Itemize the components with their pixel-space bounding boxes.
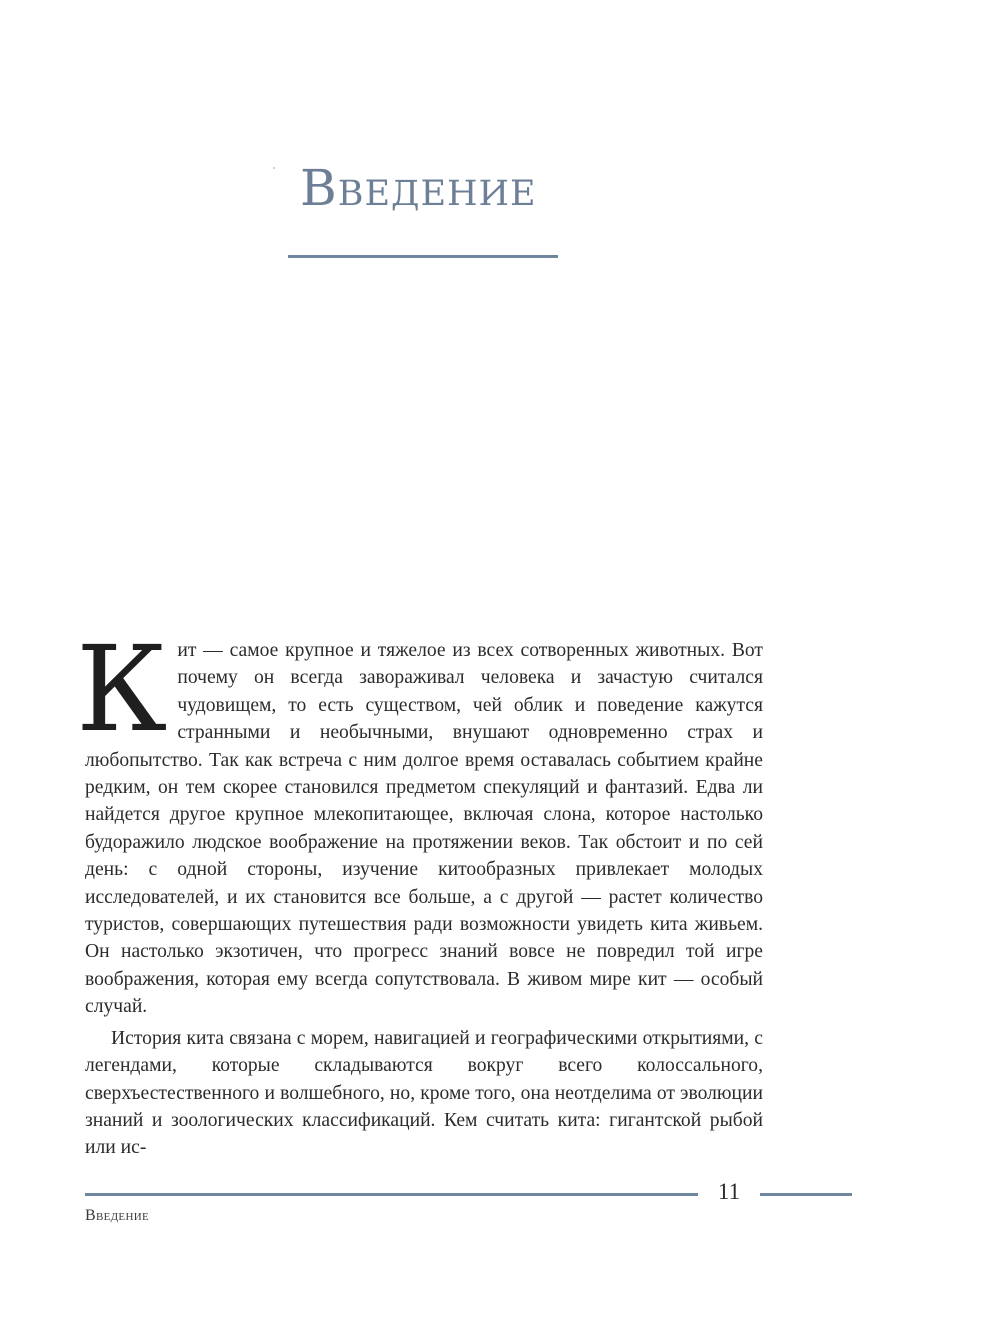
- title-ornament-speck: [273, 167, 275, 169]
- chapter-title: Введение: [300, 159, 537, 217]
- footer-rule-left: [85, 1193, 698, 1196]
- paragraph-1-text: ит — самое крупное и тяжелое из всех сотворенных животных. Вот почему он всегда завораживал человека и зачастую считался чудовищем, то есть существом, чей облик и поведение кажутся странными и необычными, внушают одновременно страх и любопытство. Так как встреча с ним долгое время оставалась событием крайне редким, он тем скорее становился предметом спекуляций и фантазий. Едва ли найдется другое крупное млекопитающее, включая слона, которое настолько будоражило людское воображение на протяжении веков. Так обстоит и по сей день: с одной стороны, изучение китообразных привлекает молодых исследователей, и их становится все больше, а с другой — растет количество туристов, совершающих путешествия ради возможности увидеть кита живьем. Он настолько экзотичен, что прогресс знаний вовсе не повредил той игре воображения, которая ему всегда сопутствовала. В живом мире кит — особый случай.: [85, 640, 763, 1018]
- paragraph-2: История кита связана с морем, навигацией и географическими открытиями, с легендами, которые складываются вокруг всего колоссального, сверхъестественного и волшебного, но, кроме того, она неотделима от эволюции знаний и зоологических классификаций. Кем считать кита: гигантской рыбой или ис-: [85, 1027, 763, 1159]
- title-underline-rule: [288, 255, 558, 258]
- drop-cap: К: [76, 620, 168, 758]
- body-text: [76, 620, 763, 1162]
- page-number: 11: [717, 1179, 741, 1204]
- paragraph-1: [76, 620, 763, 1021]
- footer-rule-right: [760, 1193, 852, 1196]
- running-footer-title: Введение: [85, 1207, 149, 1224]
